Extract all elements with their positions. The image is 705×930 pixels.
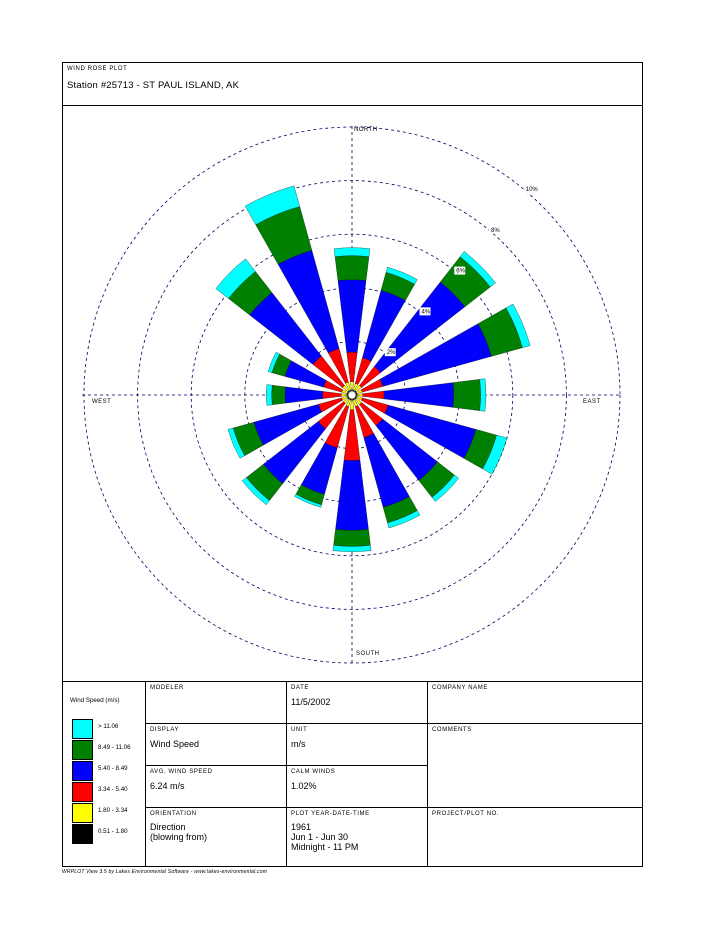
legend-swatch xyxy=(72,740,93,760)
divider xyxy=(145,765,427,766)
petal-0-class-4 xyxy=(335,256,369,281)
calm-winds-value: 1.02% xyxy=(291,781,317,791)
date-label: DATE xyxy=(291,685,309,691)
divider xyxy=(145,723,642,724)
date-value: 11/5/2002 xyxy=(291,697,331,707)
unit-value: m/s xyxy=(291,739,306,749)
plot-caption: WIND ROSE PLOT xyxy=(67,66,128,72)
plot-time-label: PLOT YEAR-DATE-TIME xyxy=(291,811,370,817)
petal-180-class-4 xyxy=(334,529,371,546)
petal-270-class-4 xyxy=(272,385,286,405)
plot-time-hours: Midnight - 11 PM xyxy=(291,842,359,852)
divider xyxy=(145,682,146,867)
modeler-label: MODELER xyxy=(150,685,184,691)
compass-north: NORTH xyxy=(354,127,378,133)
ring-label-10: 10% xyxy=(525,186,538,193)
petal-90-class-3 xyxy=(384,383,454,408)
petal-270-class-5 xyxy=(266,385,272,406)
ring-label-4: 4% xyxy=(421,309,431,316)
avg-speed-value: 6.24 m/s xyxy=(150,781,185,791)
ring-label-8: 8% xyxy=(491,227,500,234)
compass-west: WEST xyxy=(92,399,112,405)
petal-0-class-5 xyxy=(334,248,370,257)
legend-label: 5.40 - 8.49 xyxy=(98,765,128,772)
petal-group xyxy=(216,186,530,552)
display-value: Wind Speed xyxy=(150,739,200,749)
footer-credit: WRPLOT View 3.5 by Lakes Environmental Software - www.lakes-environmental.com xyxy=(62,869,268,875)
divider xyxy=(145,807,642,808)
petal-0-class-2 xyxy=(347,352,357,382)
ring-label-6: 6% xyxy=(456,268,465,275)
petal-180-class-3 xyxy=(336,460,369,530)
petal-270-class-1 xyxy=(341,394,346,397)
legend-swatch xyxy=(72,824,93,844)
petal-90-class-4 xyxy=(453,379,481,410)
company-label: COMPANY NAME xyxy=(432,685,488,691)
calm-winds-label: CALM WINDS xyxy=(291,769,336,775)
petal-90-class-5 xyxy=(480,379,486,412)
legend-label: 3.34 - 5.40 xyxy=(98,786,128,793)
station-title: Station #25713 - ST PAUL ISLAND, AK xyxy=(67,80,240,91)
wind-rose-chart xyxy=(62,106,643,681)
orientation-value-line2: (blowing from) xyxy=(150,832,208,842)
petal-90-class-2 xyxy=(363,391,385,399)
legend-title: Wind Speed (m/s) xyxy=(70,697,120,704)
plot-time-year: 1961 xyxy=(291,822,312,832)
orientation-value-line1: Direction xyxy=(150,822,186,832)
project-label: PROJECT/PLOT NO. xyxy=(432,811,500,817)
legend-swatch xyxy=(72,719,93,739)
unit-label: UNIT xyxy=(291,727,308,733)
petal-270-class-2 xyxy=(323,391,342,398)
legend-swatch xyxy=(72,803,93,823)
legend-swatch xyxy=(72,761,93,781)
petal-180-class-1 xyxy=(350,400,354,409)
center-hub xyxy=(348,391,356,399)
legend-label: 1.80 - 3.34 xyxy=(98,807,128,814)
legend-swatch xyxy=(72,782,93,802)
divider xyxy=(427,682,428,867)
petal-270-class-3 xyxy=(285,387,323,403)
display-label: DISPLAY xyxy=(150,727,180,733)
plot-time-dates: Jun 1 - Jun 30 xyxy=(291,832,349,842)
petal-180-class-2 xyxy=(344,410,360,461)
petal-90-class-1 xyxy=(357,394,362,397)
comments-label: COMMENTS xyxy=(432,727,472,733)
ring-label-2: 2% xyxy=(386,350,396,357)
compass-south: SOUTH xyxy=(356,651,380,657)
petal-0-class-3 xyxy=(338,280,366,353)
petal-0-class-1 xyxy=(350,382,353,390)
legend-label: 8.49 - 11.06 xyxy=(98,744,131,751)
info-panel xyxy=(62,681,643,867)
legend-label: 0.51 - 1.80 xyxy=(98,828,128,835)
legend-label: > 11.06 xyxy=(98,723,119,730)
compass-east: EAST xyxy=(583,399,601,405)
divider xyxy=(286,682,287,867)
avg-speed-label: AVG. WIND SPEED xyxy=(150,769,213,775)
orientation-label: ORIENTATION xyxy=(150,811,197,817)
